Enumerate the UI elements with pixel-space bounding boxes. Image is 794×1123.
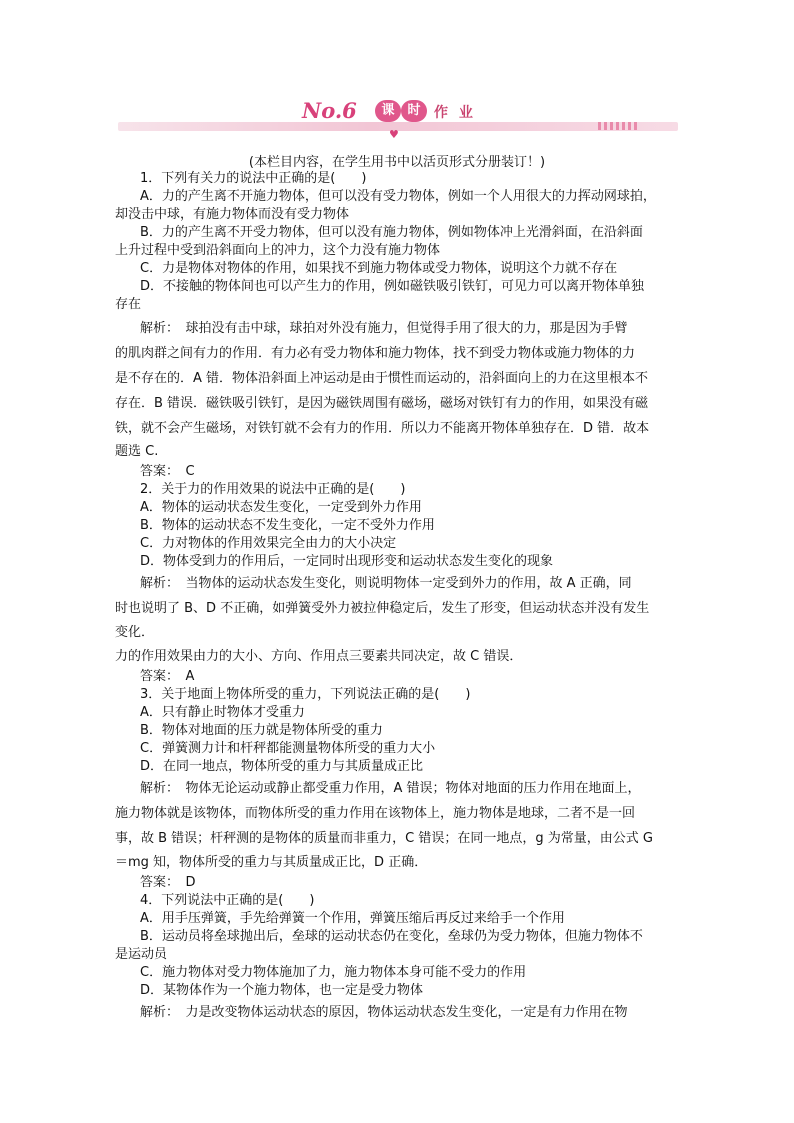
- header-banner: [118, 98, 678, 140]
- q1-option-b-cont: 上升过程中受到沿斜面向上的冲力，这个力没有施力物体: [115, 243, 441, 258]
- q3-answer: 答案： D: [140, 875, 196, 890]
- q3-option-b: B．物体对地面的压力就是物体所受的重力: [140, 723, 383, 738]
- q1-option-d: D．不接触的物体间也可以产生力的作用，例如磁铁吸引铁钉，可见力可以离开物体单独: [140, 279, 645, 294]
- q2-analysis-line: 时也说明了 B、D 不正确，如弹簧受外力被拉伸稳定后，发生了形变，但运动状态并没有发生: [115, 601, 650, 616]
- q1-option-b: B．力的产生离不开受力物体，但可以没有施力物体，例如物体冲上光滑斜面，在沿斜面: [140, 225, 643, 240]
- q4-analysis: 解析： 力是改变物体运动状态的原因，物体运动状态发生变化，一定是有力作用在物: [140, 1005, 628, 1020]
- q1-option-a: A．力的产生离不开施力物体，但可以没有受力物体，例如一个人用很大的力挥动网球拍，: [140, 189, 656, 204]
- q2-option-b: B．物体的运动状态不发生变化，一定不受外力作用: [140, 518, 435, 533]
- q1-option-d-cont: 存在: [115, 297, 142, 312]
- heart-icon: ♥: [389, 128, 399, 141]
- q2-option-d: D．物体受到力的作用后，一定同时出现形变和运动状态发生变化的现象: [140, 554, 554, 569]
- banner-ke-badge: 课: [375, 100, 401, 122]
- q1-answer: 答案： C: [140, 464, 195, 479]
- q1-option-a-cont: 却没击中球，有施力物体而没有受力物体: [115, 207, 350, 222]
- q1-stem: 1．下列有关力的说法中正确的是( ): [140, 171, 367, 186]
- binding-note: (本栏目内容，在学生用书中以活页形式分册装订！): [248, 155, 546, 170]
- q2-stem: 2．关于力的作用效果的说法中正确的是( ): [140, 482, 406, 497]
- q4-option-c: C．施力物体对受力物体施加了力，施力物体本身可能不受力的作用: [140, 965, 527, 980]
- q1-option-c: C．力是物体对物体的作用，如果找不到施力物体或受力物体，说明这个力就不存在: [140, 261, 618, 276]
- q2-option-a: A．物体的运动状态发生变化，一定受到外力作用: [140, 500, 422, 515]
- q3-analysis-line: ＝mg 知，物体所受的重力与其质量成正比，D 正确．: [115, 855, 428, 870]
- q1-analysis: 解析： 球拍没有击中球，球拍对外没有施力，但觉得手用了很大的力，那是因为手臂: [140, 321, 628, 336]
- q2-option-c: C．力对物体的作用效果完全由力的大小决定: [140, 536, 397, 551]
- q3-option-c: C．弹簧测力计和杆秤都能测量物体所受的重力大小: [140, 741, 436, 756]
- q3-analysis: 解析： 物体无论运动或静止都受重力作用，A 错误；物体对地面的压力作用在地面上，: [140, 781, 641, 796]
- q3-option-d: D．在同一地点，物体所受的重力与其质量成正比: [140, 759, 424, 774]
- banner-shi-badge: 时: [401, 100, 427, 122]
- q1-analysis-line: 铁，就不会产生磁场，对铁钉就不会有力的作用．所以力不能离开物体单独存在．D 错．故本: [115, 421, 650, 436]
- q3-stem: 3．关于地面上物体所受的重力，下列说法正确的是( ): [140, 687, 471, 702]
- q3-analysis-line: 事，故 B 错误；杆秤测的是物体的质量而非重力，C 错误；在同一地点，g 为常量，由公式 G: [115, 831, 653, 846]
- q2-analysis-line: 力的作用效果由力的大小、方向、作用点三要素共同决定，故 C 错误．: [115, 649, 523, 664]
- q4-option-d: D．某物体作为一个施力物体，也一定是受力物体: [140, 983, 424, 998]
- banner-decoration: [598, 122, 638, 130]
- q3-analysis-line: 施力物体就是该物体，而物体所受的重力作用在该物体上，施力物体是地球，二者不是一回: [115, 806, 636, 821]
- q1-analysis-line: 存在．B 错误．磁铁吸引铁钉，是因为磁铁周围有磁场，磁场对铁钉有力的作用，如果没有磁: [115, 396, 649, 411]
- lesson-number: No.6: [302, 98, 357, 123]
- q4-option-b: B．运动员将垒球抛出后，垒球的运动状态仍在变化，垒球仍为受力物体，但施力物体不: [140, 929, 643, 944]
- q1-analysis-line: 是不存在的．A 错．物体沿斜面上冲运动是由于惯性而运动的，沿斜面向上的力在这里根本不: [115, 371, 649, 386]
- q3-option-a: A．只有静止时物体才受重力: [140, 705, 305, 720]
- q1-analysis-line: 的肌肉群之间有力的作用．有力必有受力物体和施力物体，找不到受力物体或施力物体的力: [115, 346, 636, 361]
- q2-analysis: 解析： 当物体的运动状态发生变化，则说明物体一定受到外力的作用，故 A 正确，同: [140, 576, 632, 591]
- q2-answer: 答案： A: [140, 669, 195, 684]
- q2-analysis-line: 变化．: [115, 625, 155, 640]
- banner-title: 作 业: [434, 105, 476, 121]
- q1-analysis-line: 题选 C.: [115, 444, 159, 459]
- q4-option-a: A．用手压弹簧，手先给弹簧一个作用，弹簧压缩后再反过来给手一个作用: [140, 911, 565, 926]
- q4-stem: 4．下列说法中正确的是( ): [140, 893, 315, 908]
- q4-option-b-cont: 是运动员: [115, 947, 168, 962]
